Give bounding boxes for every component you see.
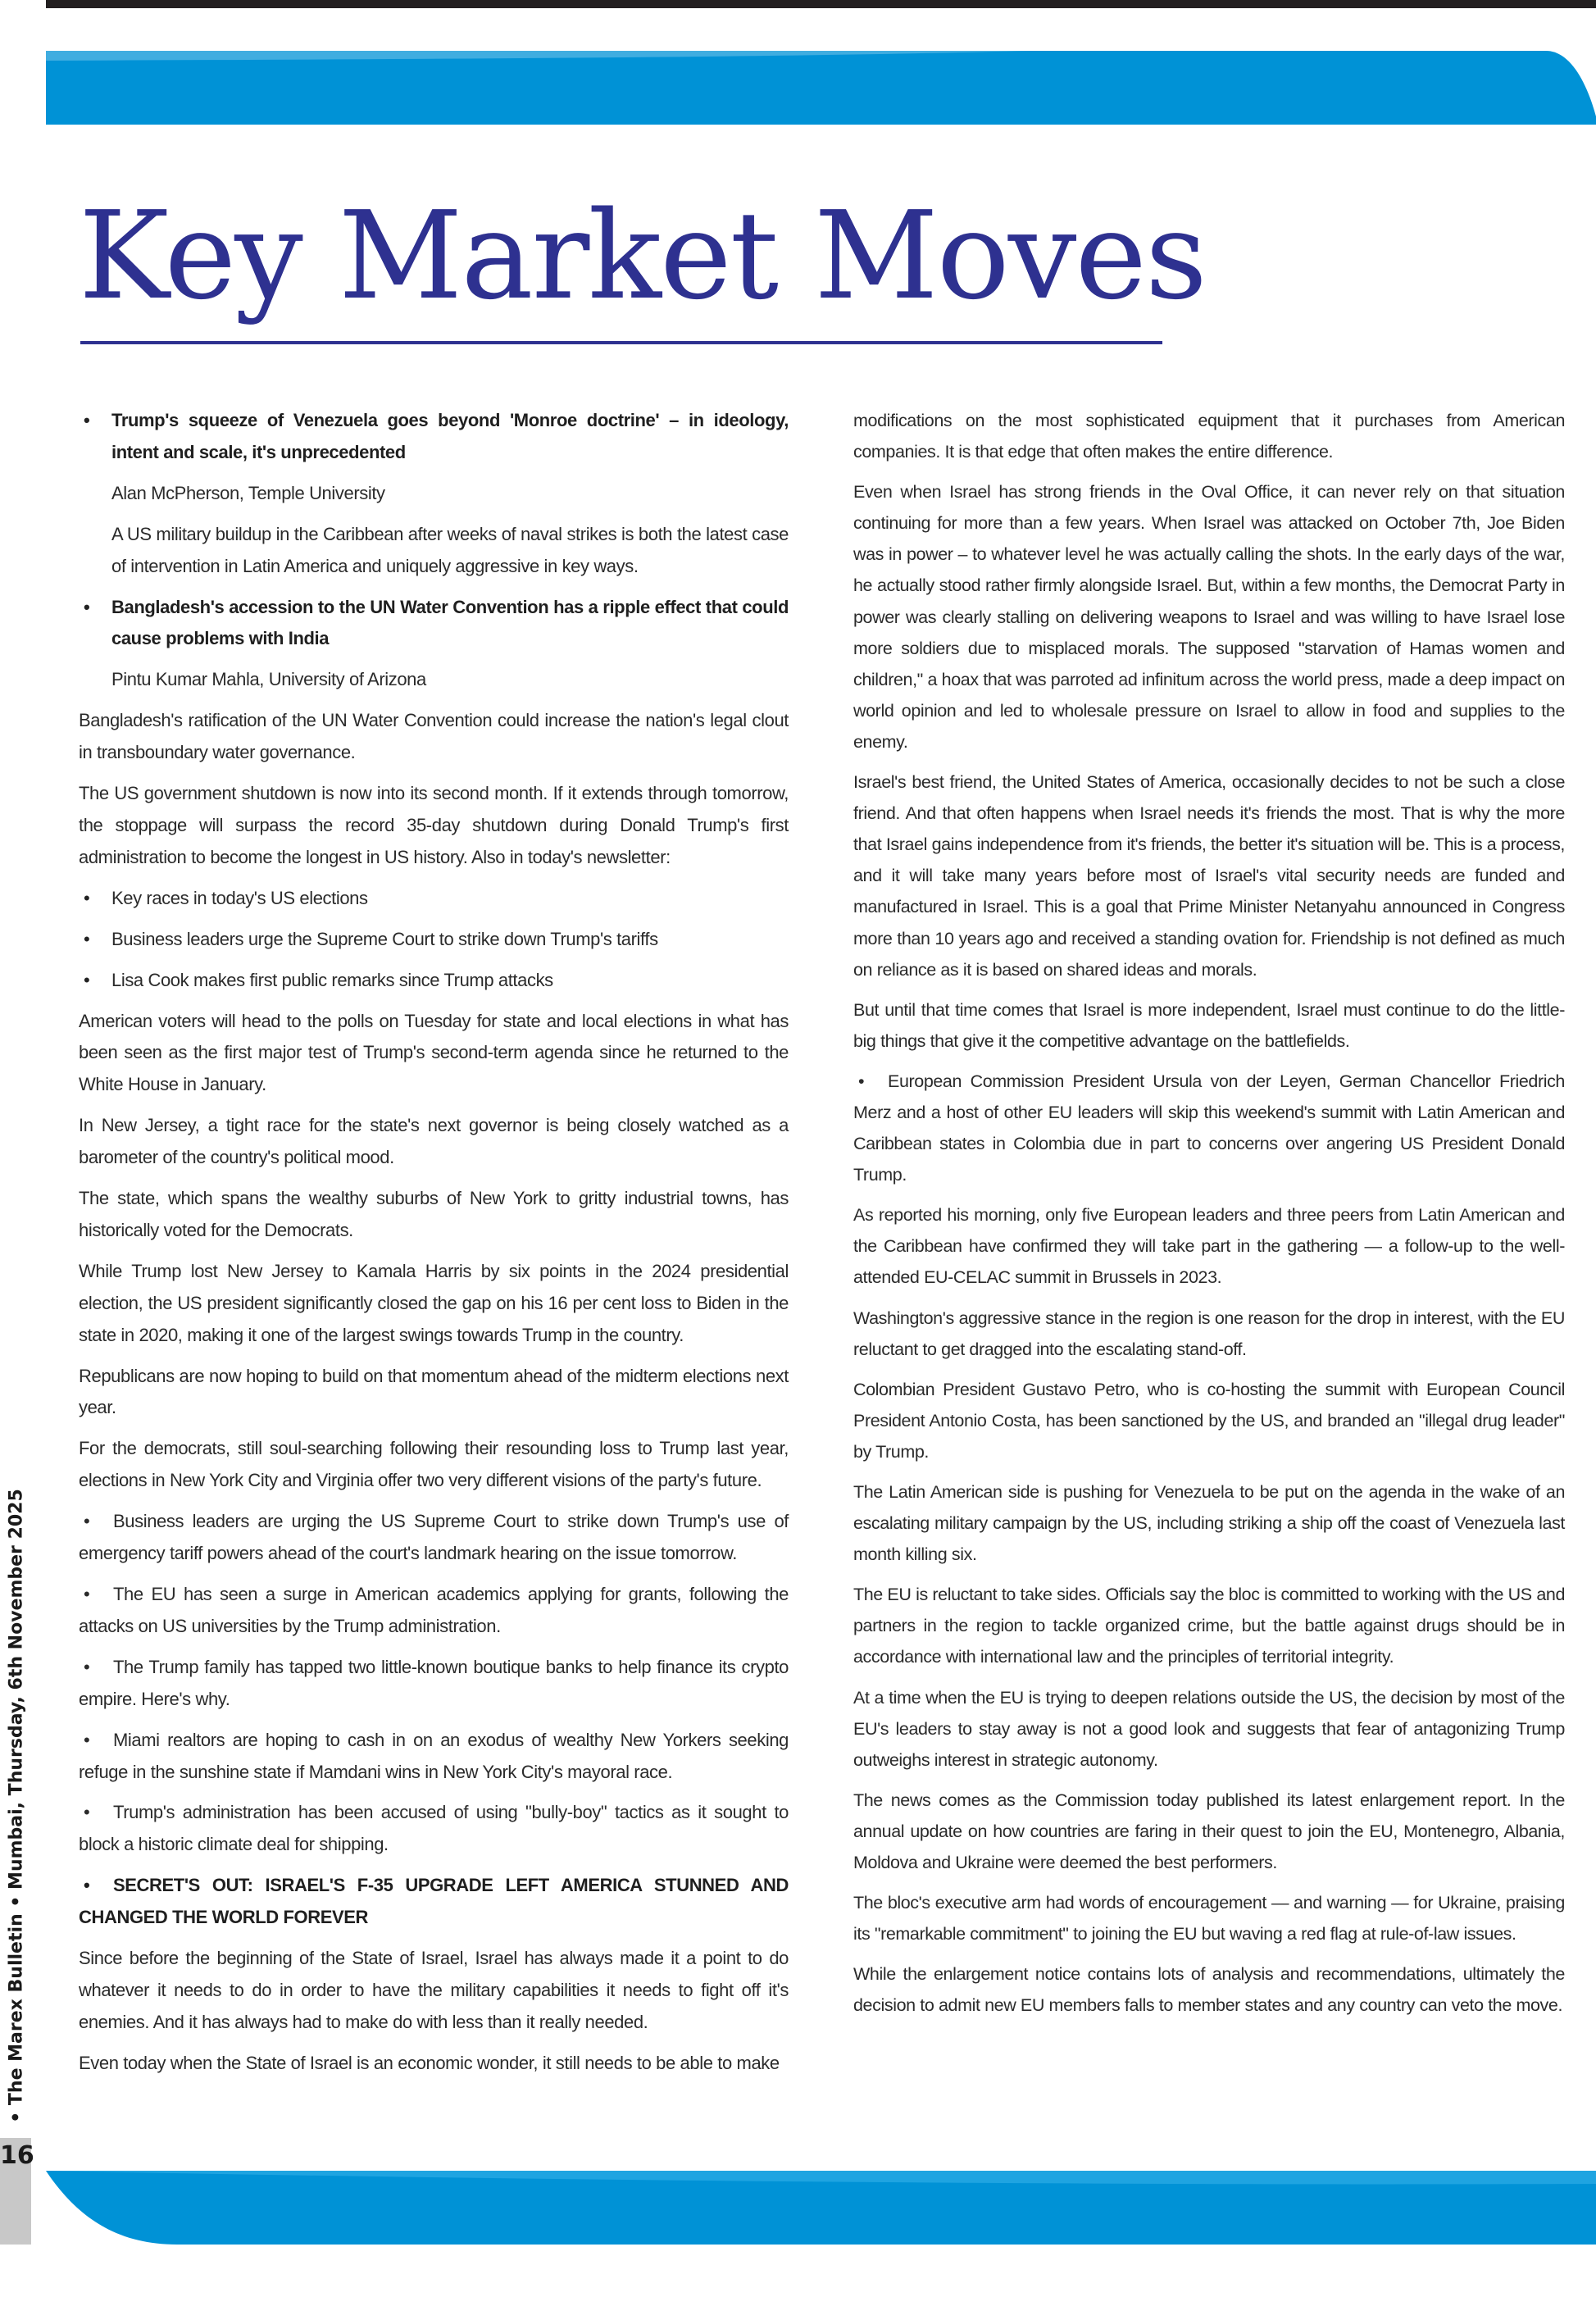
right-column bbox=[853, 405, 1565, 2031]
story-summary: A US military buildup in the Caribbean after weeks of naval strikes is both the latest case of intervention in Latin America and uniquely aggressive in key ways. bbox=[111, 523, 789, 576]
paragraph: While the enlargement notice contains lots of analysis and recommendations, ultimately the decision to admit new EU members falls to member states and any country can veto the move. bbox=[853, 1964, 1565, 2016]
story-headline: • Trump's squeeze of Venezuela goes beyond 'Monroe doctrine' – in ideology, intent and scale, it's unprecedented bbox=[79, 405, 789, 469]
bullet-paragraph: • The EU has seen a surge in American academics applying for grants, following the attacks on US universities by the Trump administration. bbox=[79, 1579, 789, 1643]
paragraph: The US government shutdown is now into its second month. If it extends through tomorrow, the stoppage will surpass the record 35-day shutdown during Donald Trump's first administration to become the longest in US history. Also in today's newsletter: bbox=[79, 783, 789, 867]
paragraph: But until that time comes that Israel is more independent, Israel must continue to do the little-big things that give it the competitive advantage on the battlefields. bbox=[853, 999, 1565, 1051]
paragraph: In New Jersey, a tight race for the state's next governor is being closely watched as a barometer of the country's political mood. bbox=[79, 1115, 789, 1168]
top-rule bbox=[46, 0, 1596, 8]
paragraph: Washington's aggressive stance in the region is one reason for the drop in interest, with the EU reluctant to get dragged into the escalating stand-off. bbox=[853, 1308, 1565, 1359]
story-byline: Alan McPherson, Temple University bbox=[111, 482, 385, 503]
paragraph: The state, which spans the wealthy suburbs of New York to gritty industrial towns, has historically voted for the Democrats. bbox=[79, 1188, 789, 1240]
paragraph: American voters will head to the polls on Tuesday for state and local elections in what has been seen as the first major test of Trump's second-term agenda since he returned to the White House in January. bbox=[79, 1010, 789, 1095]
paragraph: The news comes as the Commission today published its latest enlargement report. In the annual update on how countries are faring in their quest to join the EU, Montenegro, Albania, Moldova and Ukraine were deemed the best performers. bbox=[853, 1790, 1565, 1873]
paragraph: The bloc's executive arm had words of encouragement — and warning — for Ukraine, praising its "remarkable commitment" to joining the EU but waving a red flag at rule-of-law issues. bbox=[853, 1893, 1565, 1944]
bullet-paragraph: • Miami realtors are hoping to cash in on an exodus of wealthy New Yorkers seeking refuge in the sunshine state if Mamdani wins in New York City's mayoral race. bbox=[79, 1725, 789, 1789]
paragraph: Republicans are now hoping to build on that momentum ahead of the midterm elections next year. bbox=[79, 1365, 789, 1418]
paragraph: At a time when the EU is trying to deepen relations outside the US, the decision by most of the EU's leaders to stay away is not a good look and suggests that fear of antagonizing Trump outweighs interest in strategic autonomy. bbox=[853, 1687, 1565, 1770]
bullet-paragraph: • Trump's administration has been accused of using "bully-boy" tactics as it sought to block a historic climate deal for shipping. bbox=[79, 1797, 789, 1861]
running-head bbox=[0, 1471, 33, 2140]
left-column bbox=[79, 405, 789, 2089]
paragraph: For the democrats, still soul-searching following their resounding loss to Trump last year, elections in New York City and Virginia offer two very different visions of the party's future. bbox=[79, 1438, 789, 1491]
paragraph: Even when Israel has strong friends in the Oval Office, it can never rely on that situation continuing for more than a few years. When Israel was attacked on October 7th, Joe Biden was in power – to whatever level he was actually calling the shots. In the early days of the war, he actually stood rather firmly alongside Israel. But, within a few months, the Democrat Party in power was clearly stalling on delivering weapons to Israel and was willing to have Israel lose more soldiers due to misplaced morals. The supposed "starvation of Hamas women and children," a hoax that was parroted ad infinitum across the world press, made a deep impact on world opinion and led to wholesale pressure on Israel to allow in food and supplies to the enemy. bbox=[853, 482, 1565, 752]
paragraph: The Latin American side is pushing for Venezuela to be put on the agenda in the wake of an escalating military campaign by the US, including striking a ship off the coast of Venezuela last month killing six. bbox=[853, 1482, 1565, 1565]
list-item: • Key races in today's US elections bbox=[79, 883, 789, 915]
paragraph: Even today when the State of Israel is an economic wonder, it still needs to be able to make bbox=[79, 2052, 780, 2073]
list-item: • Lisa Cook makes first public remarks since Trump attacks bbox=[79, 965, 789, 997]
paragraph: While Trump lost New Jersey to Kamala Harris by six points in the 2024 presidential election, the US president significantly closed the gap on his 16 per cent loss to Biden in the state in 2020, making it one of the largest swings towards Trump in the country. bbox=[79, 1260, 789, 1345]
section-headline: • SECRET'S OUT: ISRAEL'S F-35 UPGRADE LEFT AMERICA STUNNED AND CHANGED THE WORLD FOREVER bbox=[79, 1870, 789, 1934]
bullet-paragraph: • The Trump family has tapped two little-known boutique banks to help finance its crypto empire. Here's why. bbox=[79, 1652, 789, 1716]
bottom-decorative-band bbox=[46, 2171, 1596, 2245]
paragraph: Colombian President Gustavo Petro, who is co-hosting the summit with European Council President Antonio Costa, has been sanctioned by the US, and branded an "illegal drug leader" by Trump. bbox=[853, 1379, 1565, 1462]
bullet-paragraph: • Business leaders are urging the US Supreme Court to strike down Trump's use of emergency tariff powers ahead of the court's landmark hearing on the issue tomorrow. bbox=[79, 1506, 789, 1570]
paragraph: Bangladesh's ratification of the UN Water Convention could increase the nation's legal clout in transboundary water governance. bbox=[79, 710, 789, 763]
bullet-paragraph: • European Commission President Ursula von der Leyen, German Chancellor Friedrich Merz and a host of other EU leaders will skip this weekend's summit with Latin American and Caribbean states in Colombia due in part to concerns over angering US President Donald Trump. bbox=[853, 1066, 1565, 1190]
paragraph: As reported his morning, only five European leaders and three peers from Latin American and the Caribbean have confirmed they will take part in the gathering — a follow-up to the well-attended EU-CELAC summit in Brussels in 2023. bbox=[853, 1205, 1565, 1288]
paragraph: The EU is reluctant to take sides. Officials say the bloc is committed to working with the US and partners in the region to tackle organized crime, but the battle against drugs should be in accordance with international law and the principles of territorial integrity. bbox=[853, 1585, 1565, 1667]
running-head-text: • The Marex Bulletin • Mumbai, Thursday, 6th November 2025 bbox=[6, 1488, 27, 2123]
page-number: 16 bbox=[0, 2141, 34, 2170]
title-underline bbox=[80, 341, 1162, 344]
story-byline: Pintu Kumar Mahla, University of Arizona bbox=[111, 669, 426, 690]
paragraph: Israel's best friend, the United States of America, occasionally decides to not be such a close friend. And that often happens when Israel needs it's friends the most. That is why the more that Israel gains independence from it's friends, the better it's situation will be. This is a process, and it will take many years before most of Israel's vital security needs are funded and manufactured in Israel. This is a goal that Prime Minister Netanyahu announced in Congress more than 10 years ago and received a standing ovation for. Friendship is not defined as much on reliance as it is based on shared ideas and morals. bbox=[853, 772, 1565, 980]
paragraph: Since before the beginning of the State of Israel, Israel has always made it a point to do whatever it needs to do in order to have the military capabilities it needs to fight off it's enemies. And it has always had to make do with less than it really needed. bbox=[79, 1948, 789, 2032]
page-title: Key Market Moves bbox=[79, 185, 1206, 326]
top-decorative-band bbox=[46, 51, 1596, 125]
list-item: • Business leaders urge the Supreme Court to strike down Trump's tariffs bbox=[79, 924, 789, 956]
paragraph: modifications on the most sophisticated equipment that it purchases from American companies. It is that edge that often makes the entire difference. bbox=[853, 411, 1565, 462]
story-headline: • Bangladesh's accession to the UN Water Convention has a ripple effect that could cause problems with India bbox=[79, 592, 789, 656]
